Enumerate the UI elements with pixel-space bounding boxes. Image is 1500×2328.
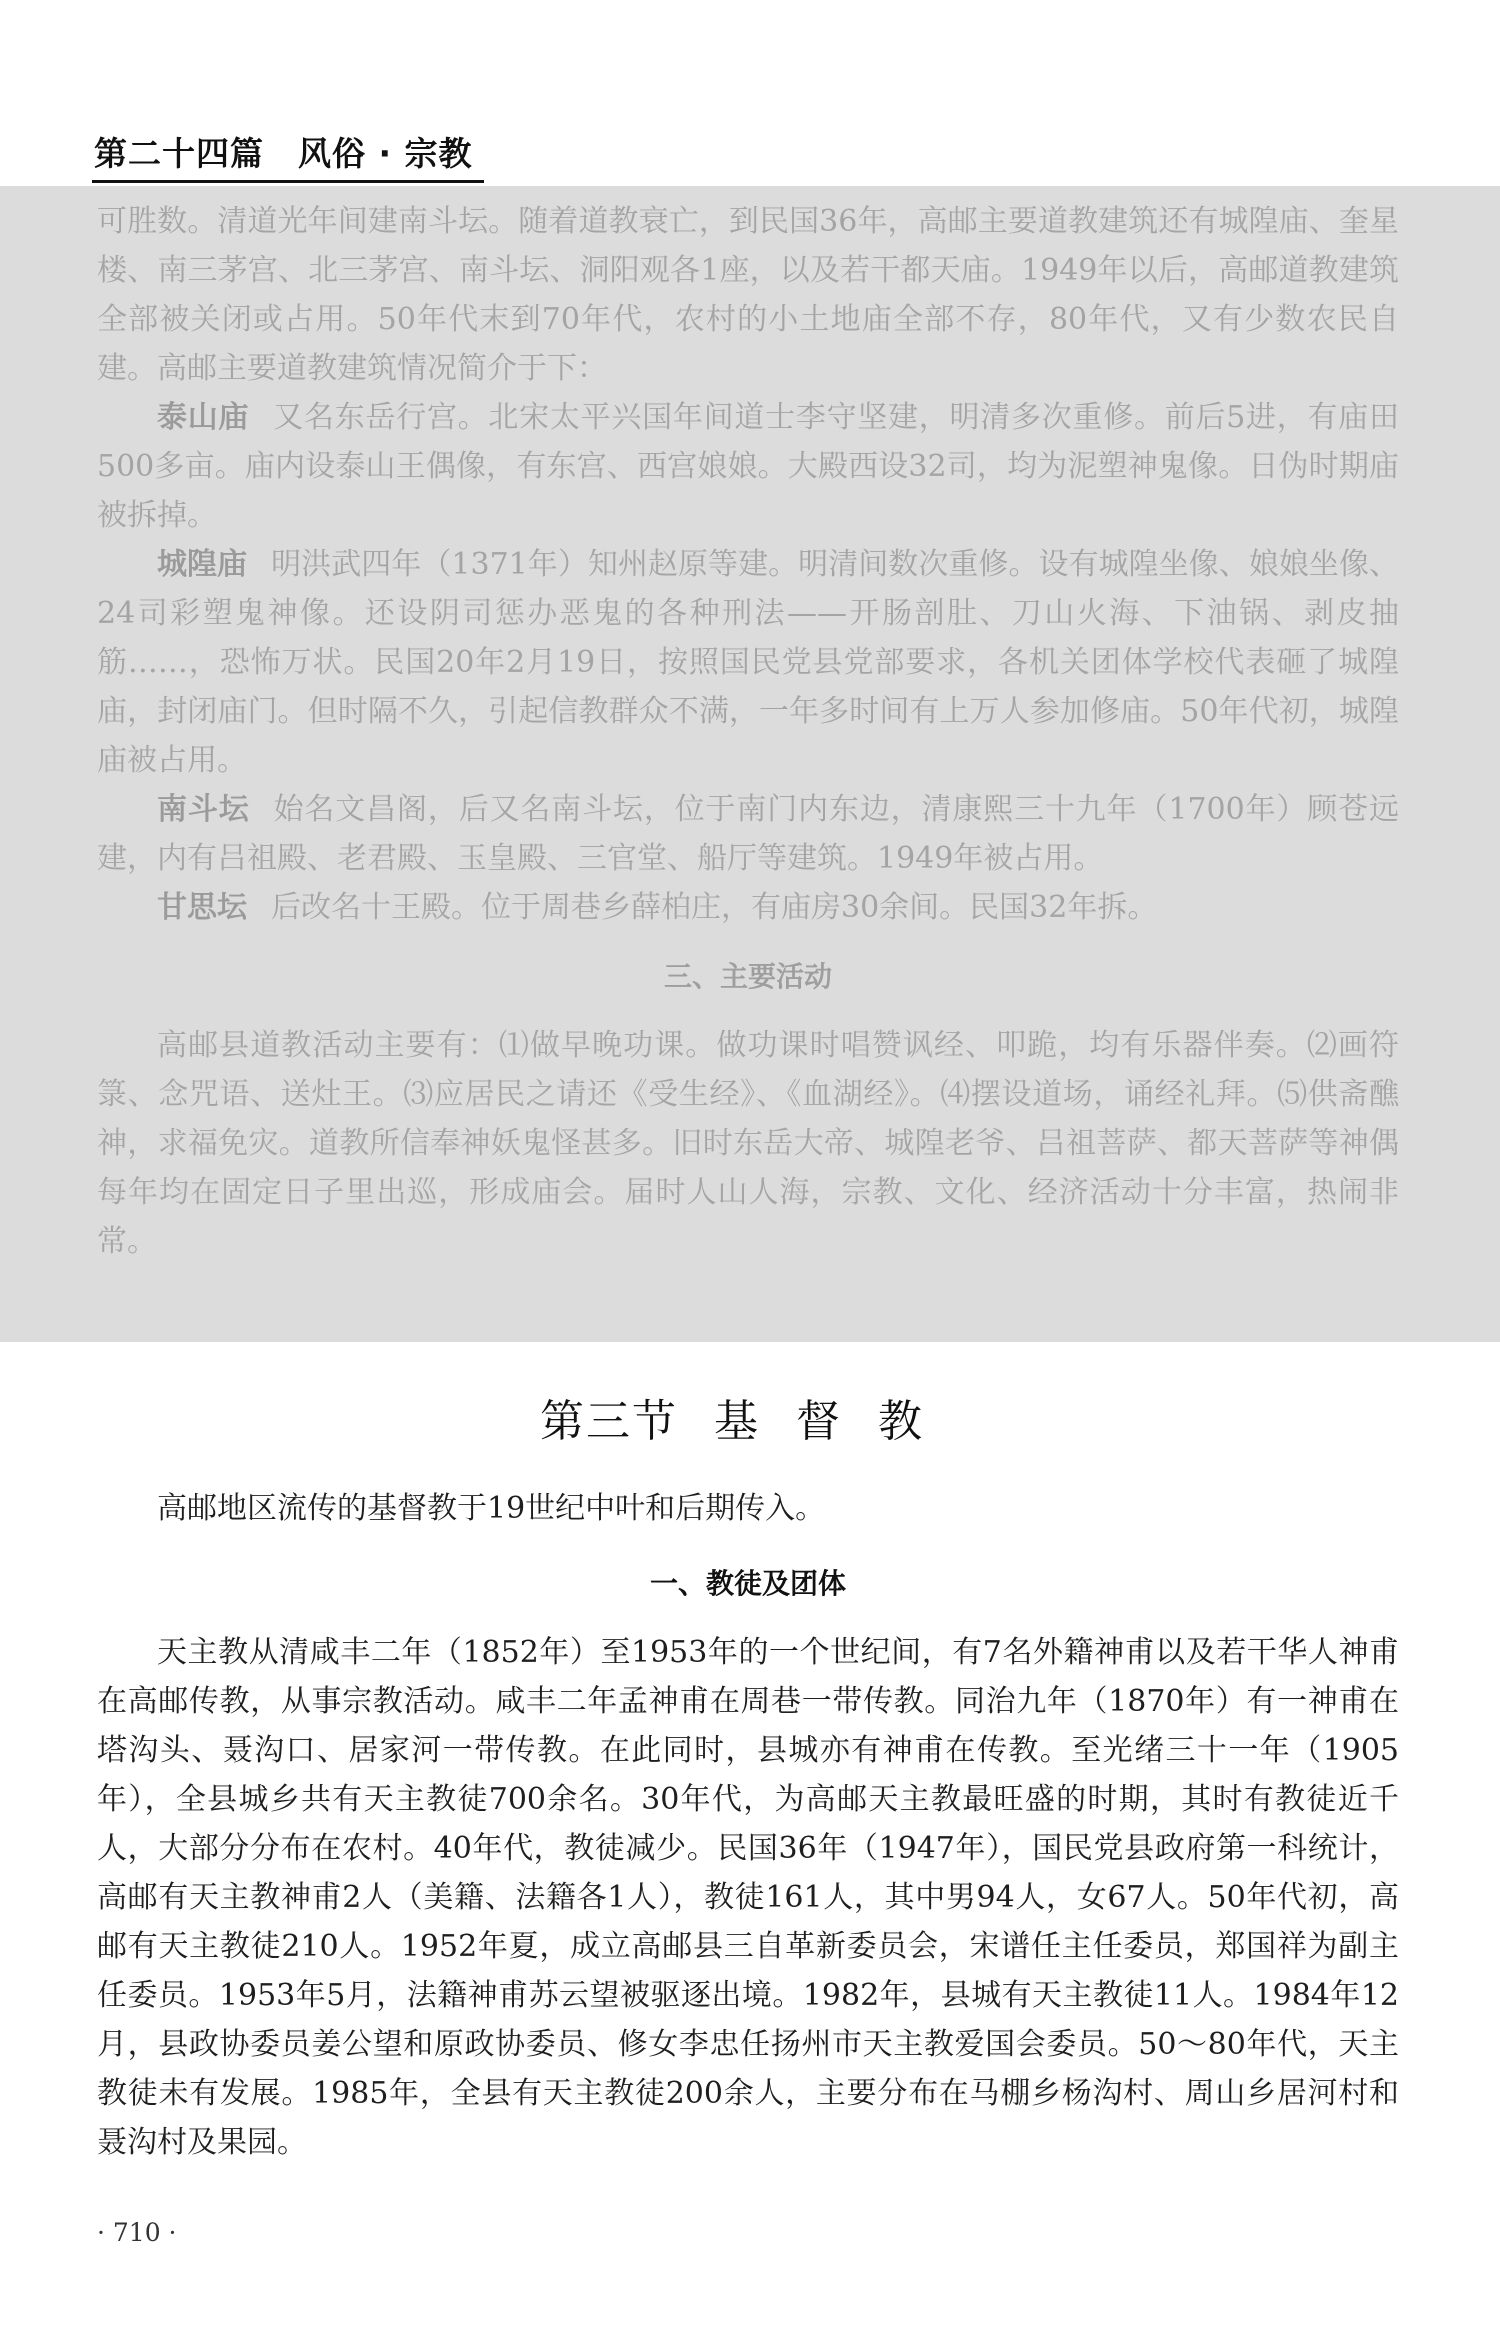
section-number: 第三节 <box>540 1396 678 1447</box>
header-rule <box>92 180 484 183</box>
entry-term: 南斗坛 <box>157 792 250 827</box>
subheading: 一、教徒及团体 <box>649 1567 846 1600</box>
page-number: · 710 · <box>97 2218 177 2247</box>
entry-term: 泰山庙 <box>157 400 250 435</box>
entry-taishan <box>97 393 1399 540</box>
paragraph: 可胜数。清道光年间建南斗坛。随着道教衰亡，到民国36年，高邮主要道教建筑还有城隍庙、奎星楼、南三茅宫、北三茅宫、南斗坛、洞阳观各1座，以及若干都天庙。1949年以后，高邮道教建筑全部被关闭或占用。50年代末到70年代，农村的小土地庙全部不存，80年代，又有少数农民自建。高邮主要道教建筑情况简介于下： <box>97 204 1399 386</box>
paragraph: 天主教从清咸丰二年（1852年）至1953年的一个世纪间，有7名外籍神甫以及若干华人神甫在高邮传教，从事宗教活动。咸丰二年孟神甫在周巷一带传教。同治九年（1870年）有一神甫在塔沟头、聂沟口、居家河一带传教。在此同时，县城亦有神甫在传教。至光绪三十一年（1905年），全县城乡共有天主教徒700余名。30年代，为高邮天主教最旺盛的时期，其时有教徒近千人，大部分分布在农村。40年代，教徒减少。民国36年（1947年），国民党县政府第一科统计，高邮有天主教神甫2人（美籍、法籍各1人），教徒161人，其中男94人，女67人。50年代初，高邮有天主教徒210人。1952年夏，成立高邮县三自革新委员会，宋谱任主任委员，郑国祥为副主任委员。1953年5月，法籍神甫苏云望被驱逐出境。1982年，县城有天主教徒11人。1984年12月，县政协委员姜公望和原政协委员、修女李忠任扬州市天主教爱国会委员。50～80年代，天主教徒未有发展。1985年，全县有天主教徒200余人，主要分布在马棚乡杨沟村、周山乡居河村和聂沟村及果园。 <box>97 1635 1399 2160</box>
section-body <box>97 1484 1399 2167</box>
intro-paragraph: 高邮地区流传的基督教于19世纪中叶和后期传入。 <box>157 1491 826 1526</box>
entry-term: 城隍庙 <box>157 547 248 582</box>
entry-text: 明洪武四年（1371年）知州赵原等建。明清间数次重修。设有城隍坐像、娘娘坐像、24司彩塑鬼神像。还设阴司惩办恶鬼的各种刑法——开肠剖肚、刀山火海、下油锅、剥皮抽筋……，恐怖万状。民国20年2月19日，按照国民党县党部要求，各机关团体学校代表砸了城隍庙，封闭庙门。但时隔不久，引起信教群众不满，一年多时间有上万人参加修庙。50年代初，城隍庙被占用。 <box>97 547 1399 778</box>
paragraph: 高邮县道教活动主要有：⑴做早晚功课。做功课时唱赞讽经、叩跪，均有乐器伴奏。⑵画符箓、念咒语、送灶王。⑶应居民之请还《受生经》、《血湖经》。⑷摆设道场，诵经礼拜。⑸供斋醮神，求福免灾。道教所信奉神妖鬼怪甚多。旧时东岳大帝、城隍老爷、吕祖菩萨、都天菩萨等神偶每年均在固定日子里出巡，形成庙会。届时人山人海，宗教、文化、经济活动十分丰富，热闹非常。 <box>97 1028 1399 1259</box>
entry-nandou <box>97 785 1399 883</box>
entry-term: 甘思坛 <box>157 890 247 925</box>
previous-section-text <box>97 197 1399 1266</box>
running-header: 第二十四篇 风俗 · 宗教 <box>94 134 473 173</box>
section-name: 基督教 <box>714 1396 960 1447</box>
entry-gansi <box>97 883 1399 932</box>
entry-text: 又名东岳行宫。北宋太平兴国年间道士李守坚建，明清多次重修。前后5进，有庙田500多亩。庙内设泰山王偶像，有东宫、西宫娘娘。大殿西设32司，均为泥塑神鬼像。日伪时期庙被拆掉。 <box>97 400 1400 533</box>
subheading: 三、主要活动 <box>663 960 832 993</box>
entry-chenghuang <box>97 540 1399 785</box>
entry-text: 始名文昌阁，后又名南斗坛，位于南门内东边，清康熙三十九年（1700年）顾苍远建，内有吕祖殿、老君殿、玉皇殿、三官堂、船厅等建筑。1949年被占用。 <box>97 792 1399 876</box>
section-title <box>0 1385 1500 1449</box>
entry-text: 后改名十王殿。位于周巷乡薛柏庄，有庙房30余间。民国32年拆。 <box>271 890 1158 925</box>
